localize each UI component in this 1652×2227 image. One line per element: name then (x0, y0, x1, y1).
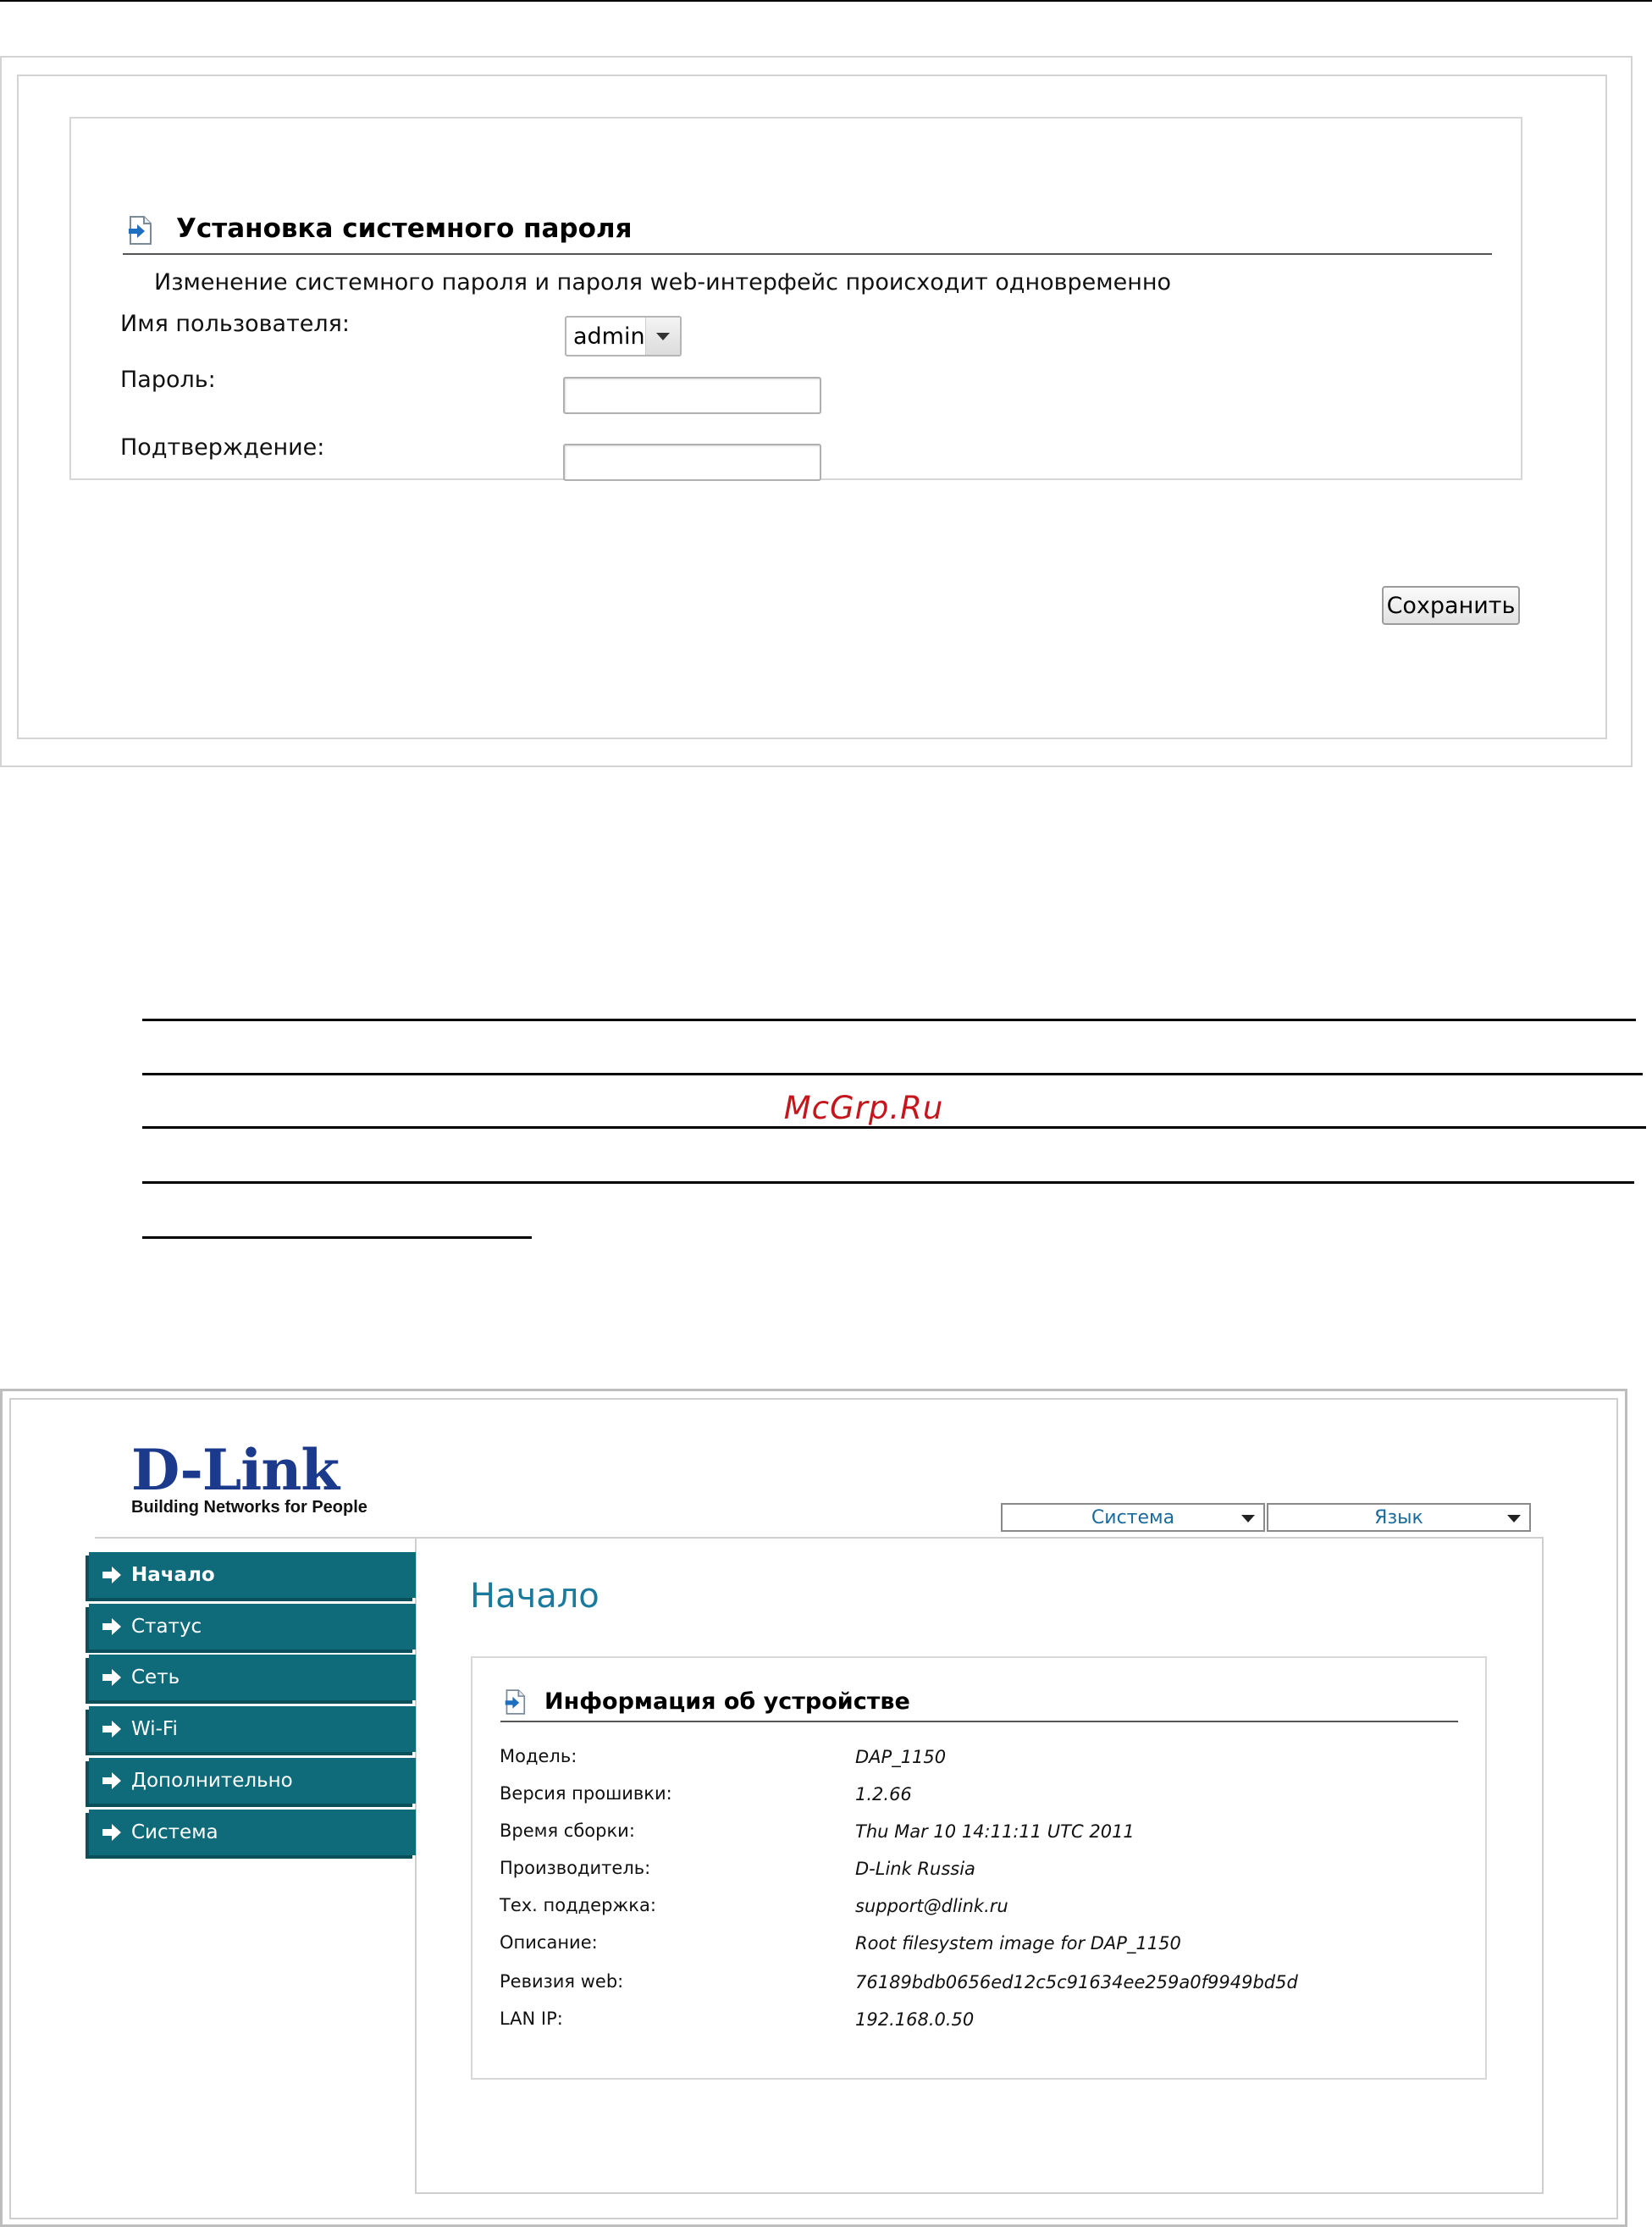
password-input[interactable] (563, 377, 821, 414)
blank-line (142, 1073, 1643, 1075)
document-arrow-icon (504, 1689, 526, 1715)
chevron-down-icon (1507, 1515, 1521, 1522)
page-title: Начало (470, 1577, 599, 1616)
arrow-right-icon (101, 1821, 123, 1843)
info-label-lan-ip: LAN IP: (500, 2009, 563, 2029)
info-label-web-revision: Ревизия web: (500, 1971, 624, 1992)
info-value-model: DAP_1150 (855, 1747, 947, 1767)
logo-tagline: Building Networks for People (131, 1498, 367, 1517)
confirm-label: Подтверждение: (120, 434, 325, 461)
system-menu-dropdown[interactable] (1001, 1503, 1265, 1532)
sidebar-item-wifi[interactable] (89, 1706, 416, 1752)
password-label: Пароль: (120, 367, 216, 393)
save-button[interactable]: Сохранить (1382, 586, 1520, 625)
device-info-title-underline (500, 1721, 1458, 1722)
blank-line (142, 1181, 1634, 1184)
info-value-web-revision: 76189bdb0656ed12c5c91634ee259a0f9949bd5d (855, 1972, 1298, 1992)
info-value-build-time: Thu Mar 10 14:11:11 UTC 2011 (855, 1821, 1135, 1842)
info-label-vendor: Производитель: (500, 1858, 651, 1878)
dlink-logo (131, 1437, 367, 1518)
sidebar-item-label: Система (131, 1821, 218, 1843)
sidebar-item-system[interactable] (89, 1810, 416, 1855)
sidebar-item-home[interactable] (89, 1552, 416, 1598)
info-value-vendor: D-Link Russia (855, 1859, 975, 1879)
info-value-lan-ip: 192.168.0.50 (855, 2009, 975, 2030)
info-value-firmware: 1.2.66 (855, 1784, 912, 1804)
language-menu-dropdown[interactable] (1267, 1503, 1531, 1532)
info-value-description: Root filesystem image for DAP_1150 (855, 1933, 1181, 1953)
blank-line (142, 1126, 1646, 1129)
chevron-down-icon (1241, 1515, 1255, 1522)
arrow-right-icon (101, 1616, 123, 1638)
sidebar-item-network[interactable] (89, 1655, 416, 1700)
watermark: McGrp.Ru (783, 1090, 944, 1126)
info-label-description: Описание: (500, 1932, 598, 1953)
info-value-support: support@dlink.ru (855, 1896, 1008, 1916)
arrow-right-icon (101, 1718, 123, 1740)
page-top-rule (0, 0, 1652, 2)
arrow-right-icon (101, 1770, 123, 1792)
system-menu-label: Система (1091, 1506, 1175, 1528)
section-title: Установка системного пароля (176, 213, 633, 244)
sidebar-item-label: Wi-Fi (131, 1718, 178, 1740)
sidebar-item-label: Начало (131, 1564, 215, 1586)
blank-line (142, 1236, 532, 1239)
confirm-password-input[interactable] (563, 444, 821, 481)
device-info-title: Информация об устройстве (544, 1688, 910, 1715)
info-label-model: Модель: (500, 1746, 577, 1766)
username-label: Имя пользователя: (120, 311, 351, 337)
chevron-down-icon[interactable] (645, 318, 680, 355)
language-menu-label: Язык (1374, 1506, 1423, 1528)
sidebar-top-border (95, 1537, 417, 1539)
info-label-build-time: Время сборки: (500, 1821, 635, 1841)
username-select-value: admin (573, 323, 645, 350)
password-section-panel (69, 117, 1522, 480)
blank-line (142, 1019, 1636, 1021)
sidebar-item-status[interactable] (89, 1604, 416, 1650)
info-label-firmware: Версия прошивки: (500, 1783, 672, 1804)
sidebar-item-label: Статус (131, 1616, 202, 1638)
document-arrow-icon (127, 216, 152, 245)
sidebar-item-label: Сеть (131, 1666, 180, 1688)
username-select[interactable] (565, 316, 682, 356)
sidebar-item-advanced[interactable] (89, 1758, 416, 1804)
arrow-right-icon (101, 1666, 123, 1688)
password-change-note: Изменение системного пароля и пароля web-интерфейс происходит одновременно (154, 269, 1172, 296)
info-label-support: Тех. поддержка: (500, 1895, 656, 1915)
arrow-right-icon (101, 1564, 123, 1586)
section-title-underline (123, 253, 1492, 255)
sidebar-item-label: Дополнительно (131, 1770, 293, 1792)
logo-text: D-Link (131, 1437, 340, 1503)
